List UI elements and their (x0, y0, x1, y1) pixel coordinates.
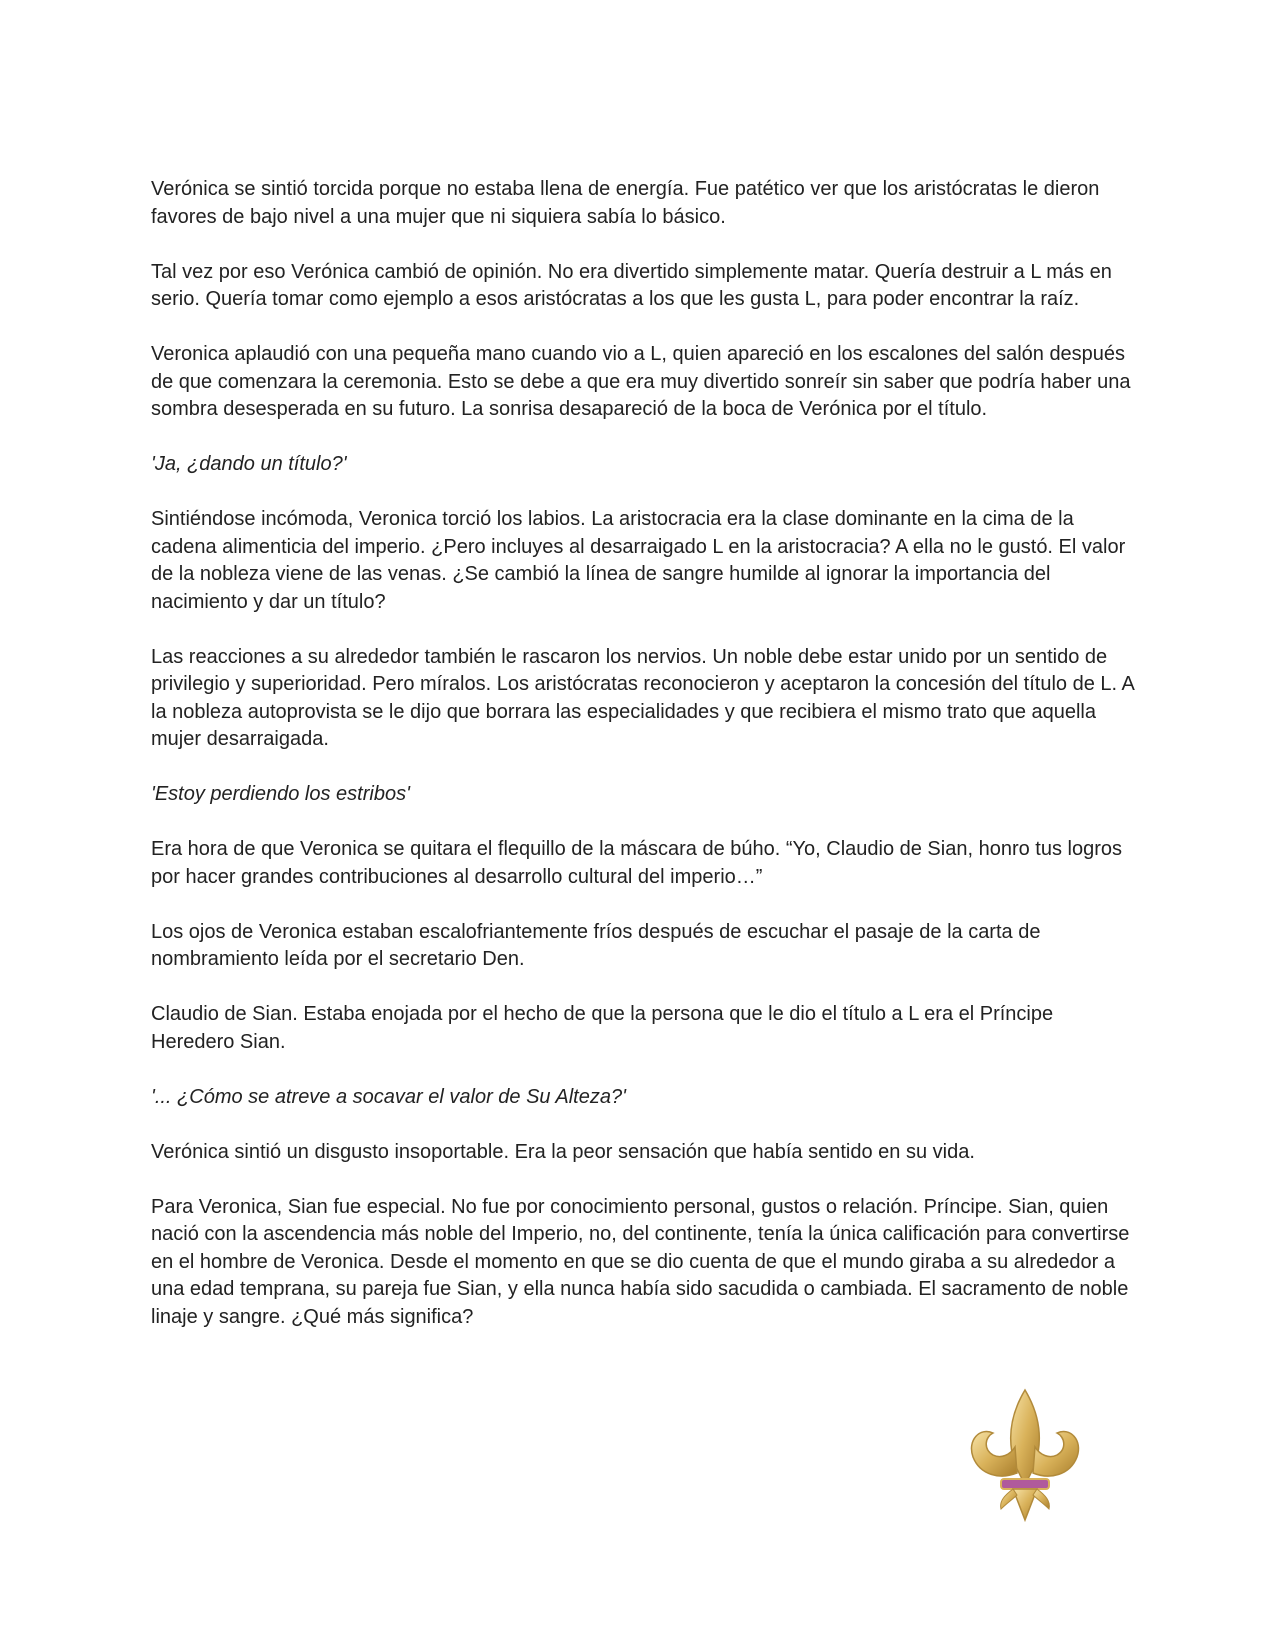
fleur-de-lis-icon (955, 1385, 1095, 1555)
paragraph: Sintiéndose incómoda, Veronica torció los labios. La aristocracia era la clase dominante en la cima de la cadena alimenticia del imperio. ¿Pero incluyes al desarraigado L en la aristocracia? A ella no le gustó. El valor de la nobleza viene de las venas. ¿Se cambió la línea de sangre humilde al ignorar la importancia del nacimiento y dar un título? (151, 508, 1126, 613)
paragraph: Para Veronica, Sian fue especial. No fue por conocimiento personal, gustos o relación. Príncipe. Sian, quien nació con la ascendencia más noble del Imperio, no, del continente, tenía la única calificación para convertirse en el hombre de Veronica. Desde el momento en que se dio cuenta de que el mundo giraba a su alrededor a una edad temprana, su pareja fue Sian, y ella nunca había sido sacudida o cambiada. El sacramento de noble linaje y sangre. ¿Qué más significa? (151, 1195, 1130, 1328)
paragraph: Los ojos de Veronica estaban escalofriantemente fríos después de escuchar el pasaje de la carta de nombramiento leída por el secretario Den. (151, 920, 1041, 970)
paragraph: Tal vez por eso Verónica cambió de opinión. No era divertido simplemente matar. Quería destruir a L más en serio. Quería tomar como ejemplo a esos aristócratas a los que les gusta L, para poder encontrar la raíz. (151, 260, 1112, 310)
paragraph: Veronica aplaudió con una pequeña mano cuando vio a L, quien apareció en los escalones del salón después de que comenzara la ceremonia. Esto se debe a que era muy divertido sonreír sin saber que podría haber una sombra desesperada en su futuro. La sonrisa desapareció de la boca de Verónica por el título. (151, 343, 1131, 420)
paragraph: Las reacciones a su alrededor también le rascaron los nervios. Un noble debe estar unido por un sentido de privilegio y superioridad. Pero míralos. Los aristócratas reconocieron y aceptaron la concesión del título de L. A la nobleza autoprovista se le dijo que borrara las especialidades y que recibiera el mismo trato que aquella mujer desarraigada. (151, 645, 1134, 750)
paragraph: Verónica se sintió torcida porque no estaba llena de energía. Fue patético ver que los aristócratas le dieron favores de bajo nivel a una mujer que ni siquiera sabía lo básico. (151, 178, 1100, 228)
paragraph: Verónica sintió un disgusto insoportable. Era la peor sensación que había sentido en su vida. (151, 1140, 975, 1163)
italic-thought: '... ¿Cómo se atreve a socavar el valor de Su Alteza?' (151, 1085, 626, 1108)
document-body (151, 176, 1136, 1359)
paragraph: Era hora de que Veronica se quitara el flequillo de la máscara de búho. “Yo, Claudio de Sian, honro tus logros por hacer grandes contribuciones al desarrollo cultural del imperio…” (151, 838, 1122, 888)
paragraph: Claudio de Sian. Estaba enojada por el hecho de que la persona que le dio el título a L era el Príncipe Heredero Sian. (151, 1003, 1054, 1053)
italic-thought: 'Estoy perdiendo los estribos' (151, 783, 410, 805)
italic-thought: 'Ja, ¿dando un título?' (151, 453, 347, 475)
